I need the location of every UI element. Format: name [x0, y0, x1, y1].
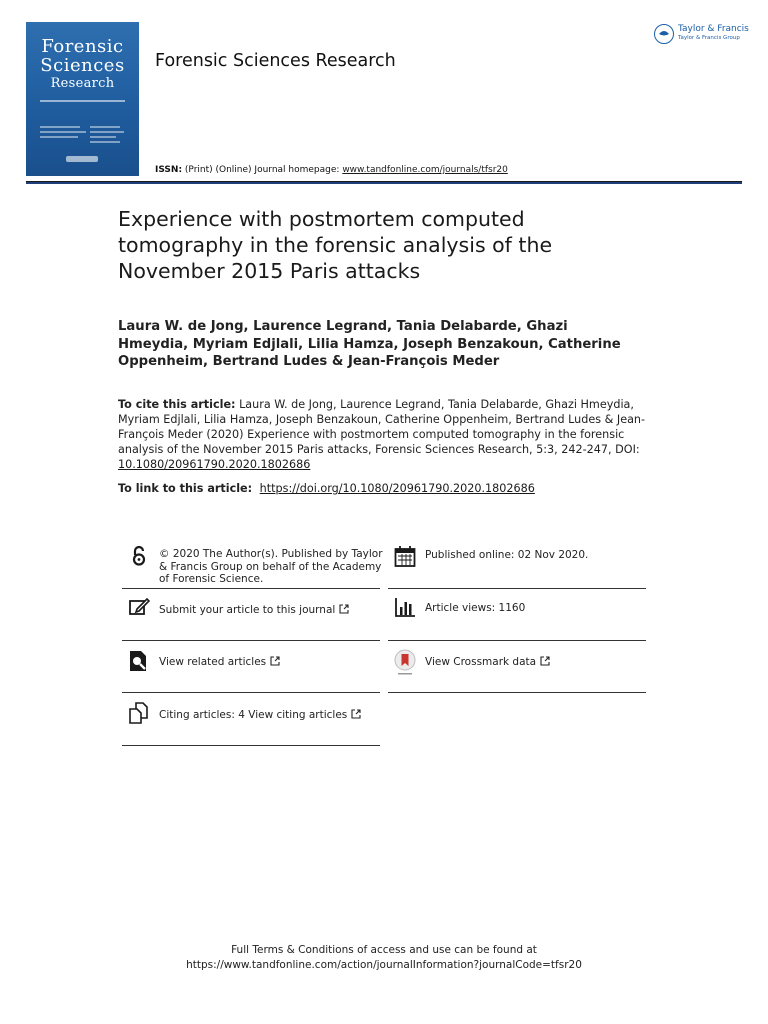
terms-url[interactable]: https://www.tandfonline.com/action/journalInformation?journalCode=tfsr20 [186, 959, 582, 971]
grid-divider [122, 692, 380, 693]
publisher-group: Taylor & Francis Group [678, 35, 740, 41]
citation-doi-link[interactable]: 10.1080/20961790.2020.1802686 [118, 458, 311, 471]
grid-divider [122, 588, 380, 589]
submit-article-link[interactable] [159, 604, 389, 617]
open-access-icon [128, 545, 150, 567]
publisher-name: Taylor & Francis [678, 24, 749, 34]
external-link-icon [351, 709, 361, 719]
published-date-cell [388, 543, 646, 589]
related-articles-cell[interactable] [122, 642, 380, 694]
terms-footer [0, 943, 768, 973]
crossmark-label: View Crossmark data [425, 656, 537, 668]
grid-divider [388, 588, 646, 589]
cover-decoration [90, 131, 124, 133]
publisher-logo-icon [654, 24, 674, 44]
cover-decoration [90, 136, 116, 138]
journal-name: Forensic Sciences Research [155, 51, 396, 71]
article-doi-link[interactable]: https://doi.org/10.1080/20961790.2020.1802686 [259, 482, 535, 495]
cover-decoration [90, 126, 120, 128]
edit-icon [128, 596, 150, 618]
submit-article-cell[interactable] [122, 590, 380, 642]
crossmark-icon [393, 649, 417, 677]
cover-decoration [40, 126, 80, 128]
submit-article-label: Submit your article to this journal [159, 604, 336, 616]
bar-chart-icon [394, 596, 416, 618]
external-link-icon [270, 656, 280, 666]
cover-title-line3: Research [50, 76, 115, 91]
citing-articles-label: Citing articles: 4 View citing articles [159, 709, 348, 721]
article-title: Experience with postmortem computed tomography in the forensic analysis of the November 2015 Paris attacks [118, 207, 553, 283]
citing-articles-link[interactable] [159, 709, 389, 722]
article-views-cell [388, 590, 646, 642]
cover-title-line2: Sciences [40, 55, 125, 76]
journal-homepage-link[interactable]: www.tandfonline.com/journals/tfsr20 [342, 165, 508, 175]
citation-text: Laura W. de Jong, Laurence Legrand, Tania Delabarde, Ghazi Hmeydia, Myriam Edjlali, Lilia Hamza, Joseph Benzakoun, Catherine Oppenheim, Bertrand Ludes & Jean-François Meder (2020) Experience with postmortem computed tomography in the forensic analysis of the November 2015 Paris attacks, Forensic Sciences Research, 5:3, 242-247, DOI: [118, 398, 646, 456]
search-document-icon [128, 650, 150, 672]
header-divider-thick [26, 182, 742, 184]
article-views: Article views: 1160 [425, 602, 526, 614]
grid-divider [388, 692, 646, 693]
citation-documents-icon [128, 702, 150, 724]
article-link-label: To link to this article: [118, 482, 253, 495]
calendar-icon [394, 545, 416, 567]
copyright-text: © 2020 The Author(s). Published by Taylor & Francis Group on behalf of the Academy of Forensic Science. [159, 548, 383, 585]
crossmark-cell[interactable] [388, 642, 646, 694]
external-link-icon [540, 656, 550, 666]
cover-title-line1: Forensic [41, 36, 124, 57]
terms-line: Full Terms & Conditions of access and use can be found at [231, 944, 537, 956]
issn-text: (Print) (Online) Journal homepage: [184, 165, 340, 175]
issn-line [155, 165, 508, 175]
grid-divider [122, 640, 380, 641]
crossmark-link[interactable] [425, 656, 655, 669]
citation-block [118, 397, 648, 472]
cover-publisher-logo [66, 156, 98, 162]
cover-decoration [40, 131, 86, 133]
issn-label: ISSN: [155, 165, 183, 175]
related-articles-link[interactable] [159, 656, 389, 669]
cover-decoration [40, 100, 125, 102]
grid-divider [122, 745, 380, 746]
grid-divider [388, 640, 646, 641]
article-link-block [118, 481, 648, 496]
external-link-icon [339, 604, 349, 614]
citation-label: To cite this article: [118, 398, 236, 411]
published-date: Published online: 02 Nov 2020. [425, 549, 589, 561]
open-access-cell [122, 543, 383, 589]
related-articles-label: View related articles [159, 656, 267, 668]
cover-decoration [90, 141, 120, 143]
citing-articles-cell[interactable] [122, 694, 380, 747]
cover-decoration [40, 136, 78, 138]
journal-cover [26, 22, 139, 176]
article-authors: Laura W. de Jong, Laurence Legrand, Tania Delabarde, Ghazi Hmeydia, Myriam Edjlali, Lilia Hamza, Joseph Benzakoun, Catherine Oppenheim, Bertrand Ludes & Jean-François Meder [118, 319, 621, 369]
